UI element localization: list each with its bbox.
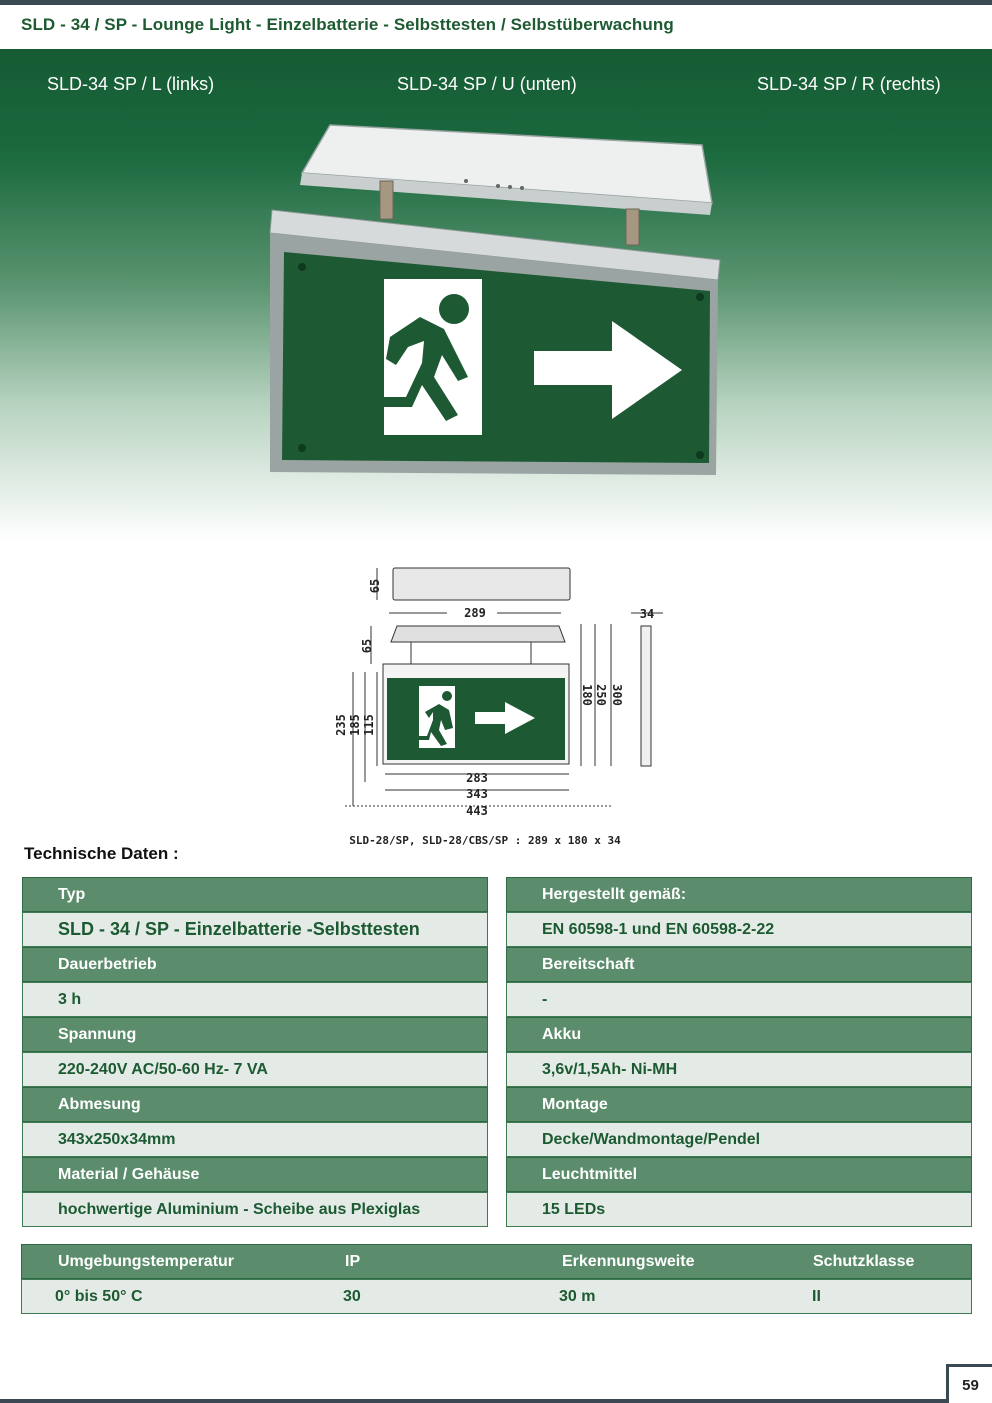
dim-left-235: 235 <box>334 714 348 736</box>
tech-data-heading: Technische Daten : <box>24 844 179 863</box>
drawing-caption: SLD-28/SP, SLD-28/CBS/SP : 289 x 180 x 34 <box>349 834 621 847</box>
top-rule <box>0 0 992 5</box>
tech-value: - <box>506 982 972 1017</box>
dim-right-300: 300 <box>610 684 624 706</box>
tech-value: 3 h <box>22 982 488 1017</box>
tech-label: Bereitschaft <box>506 947 972 982</box>
dim-left-115: 115 <box>362 714 376 736</box>
summary-value-row <box>21 1279 972 1314</box>
technical-drawing <box>325 560 675 855</box>
exit-sign-product-image <box>262 115 732 480</box>
tech-value: 343x250x34mm <box>22 1122 488 1157</box>
bottom-rule <box>0 1399 946 1403</box>
page-number: 59 <box>946 1364 992 1403</box>
tech-value: 220-240V AC/50-60 Hz- 7 VA <box>22 1052 488 1087</box>
dim-left-185: 185 <box>348 714 362 736</box>
tech-label: Montage <box>506 1087 972 1122</box>
dim-top-height: 65 <box>368 578 382 594</box>
dim-bottom-343: 343 <box>466 787 488 801</box>
summary-header: Schutzklasse <box>813 1253 915 1270</box>
tech-table-right <box>506 877 972 1227</box>
dim-bottom-443: 443 <box>466 804 488 818</box>
tech-value: SLD - 34 / SP - Einzelbatterie -Selbsttesten <box>22 912 488 947</box>
tech-value: 15 LEDs <box>506 1192 972 1227</box>
tech-label: Hergestellt gemäß: <box>506 877 972 912</box>
summary-header: Umgebungstemperatur <box>58 1253 235 1270</box>
summary-value: 30 <box>343 1288 361 1305</box>
tech-value: 3,6v/1,5Ah- Ni-MH <box>506 1052 972 1087</box>
dim-depth: 34 <box>639 607 655 621</box>
tech-value: Decke/Wandmontage/Pendel <box>506 1122 972 1157</box>
summary-value: II <box>812 1288 821 1305</box>
tech-label: Typ <box>22 877 488 912</box>
variant-right-label: SLD-34 SP / R (rechts) <box>757 74 941 94</box>
summary-header: Erkennungsweite <box>562 1253 695 1270</box>
summary-header: IP <box>345 1253 361 1270</box>
dim-bottom-283: 283 <box>466 771 488 785</box>
dim-right-250: 250 <box>594 684 608 706</box>
tech-table-left <box>22 877 488 1227</box>
dim-width-top: 289 <box>464 606 486 620</box>
summary-value: 30 m <box>559 1288 596 1305</box>
tech-value: hochwertige Aluminium - Scheibe aus Plexiglas <box>22 1192 488 1227</box>
tech-label: Abmesung <box>22 1087 488 1122</box>
variant-left-label: SLD-34 SP / L (links) <box>47 74 215 94</box>
summary-table <box>21 1244 972 1314</box>
tech-label: Spannung <box>22 1017 488 1052</box>
variant-bottom-label: SLD-34 SP / U (unten) <box>397 74 577 94</box>
summary-value: 0° bis 50° C <box>55 1288 143 1305</box>
page-title: SLD - 34 / SP - Lounge Light - Einzelbatterie - Selbsttesten / Selbstüberwachung <box>21 15 674 34</box>
tech-label: Material / Gehäuse <box>22 1157 488 1192</box>
tech-label: Akku <box>506 1017 972 1052</box>
tech-value: EN 60598-1 und EN 60598-2-22 <box>506 912 972 947</box>
dim-gap-height: 65 <box>360 638 374 654</box>
tech-label: Dauerbetrieb <box>22 947 488 982</box>
dim-right-180: 180 <box>580 684 594 706</box>
tech-label: Leuchtmittel <box>506 1157 972 1192</box>
summary-header-row <box>21 1244 972 1279</box>
